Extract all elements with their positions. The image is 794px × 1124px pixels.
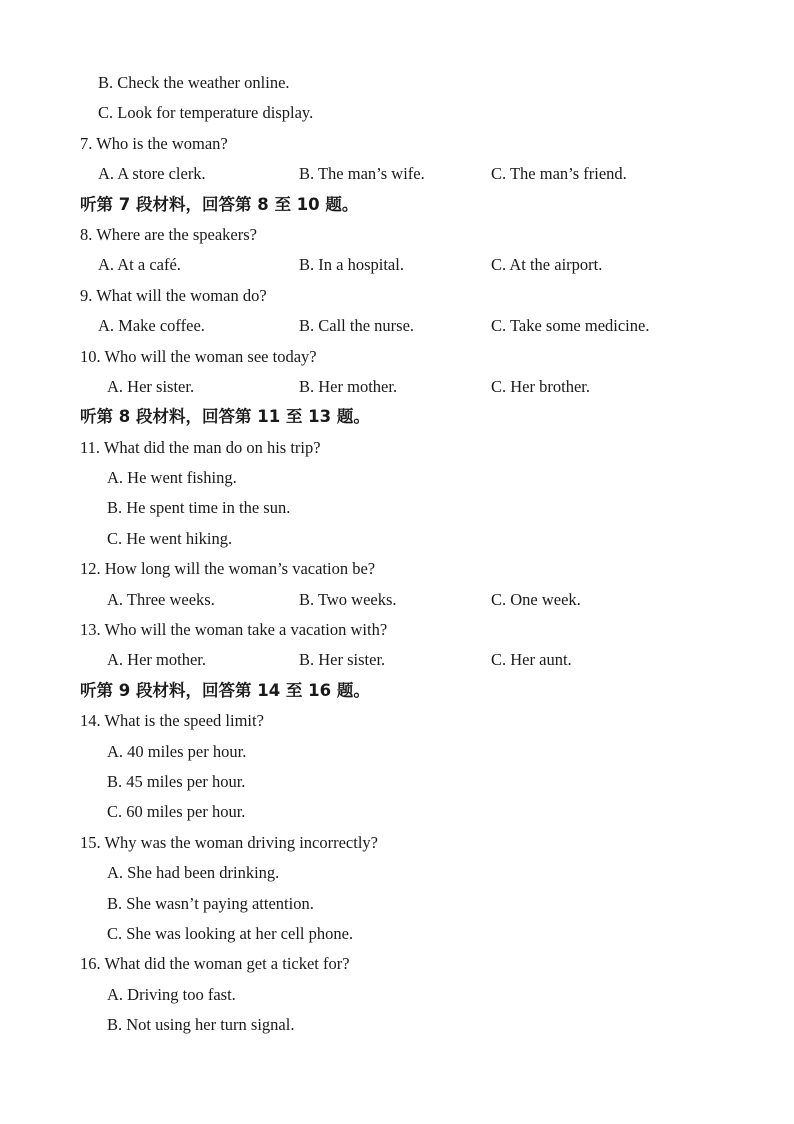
option-7a: A. A store clerk.	[98, 164, 206, 184]
options-7	[0, 159, 794, 189]
option-12c: C. One week.	[491, 589, 581, 609]
option-13a: A. Her mother.	[107, 650, 206, 670]
option-16a: A. Driving too fast.	[107, 984, 236, 1004]
option-12a: A. Three weeks.	[107, 589, 215, 609]
section-heading-7: 听第 7 段材料，回答第 8 至 10 题。	[80, 194, 359, 214]
question-7: 7. Who is the woman?	[80, 133, 228, 153]
option-12b: B. Two weeks.	[299, 589, 397, 609]
option-10a: A. Her sister.	[107, 376, 195, 396]
option-9a: A. Make coffee.	[98, 316, 205, 336]
option-9b: B. Call the nurse.	[299, 316, 415, 336]
option-8b: B. In a hospital.	[299, 255, 404, 275]
section-heading-9: 听第 9 段材料，回答第 14 至 16 题。	[80, 680, 370, 700]
options-12	[0, 585, 794, 615]
question-14: 14. What is the speed limit?	[80, 711, 264, 731]
question-9: 9. What will the woman do?	[80, 285, 267, 305]
option-14b: B. 45 miles per hour.	[107, 771, 246, 791]
question-8: 8. Where are the speakers?	[80, 224, 257, 244]
option-13c: C. Her aunt.	[491, 650, 572, 670]
option-8a: A. At a café.	[98, 255, 181, 275]
question-11: 11. What did the man do on his trip?	[80, 437, 321, 457]
option-15b: B. She wasn’t paying attention.	[107, 893, 314, 913]
question-16: 16. What did the woman get a ticket for?	[80, 954, 350, 974]
question-10: 10. Who will the woman see today?	[80, 346, 317, 366]
option-13b: B. Her sister.	[299, 650, 386, 670]
options-9	[0, 311, 794, 341]
option-15c: C. She was looking at her cell phone.	[107, 923, 354, 943]
option-6c: C. Look for temperature display.	[98, 103, 314, 123]
option-11b: B. He spent time in the sun.	[107, 498, 291, 518]
option-14a: A. 40 miles per hour.	[107, 741, 247, 761]
option-15a: A. She had been drinking.	[107, 863, 280, 883]
option-10c: C. Her brother.	[491, 376, 590, 396]
option-7b: B. The man’s wife.	[299, 164, 425, 184]
question-13: 13. Who will the woman take a vacation with?	[80, 620, 388, 640]
options-13	[0, 645, 794, 675]
option-7c: C. The man’s friend.	[491, 164, 627, 184]
option-8c: C. At the airport.	[491, 255, 603, 275]
question-15: 15. Why was the woman driving incorrectly?	[80, 832, 378, 852]
option-10b: B. Her mother.	[299, 376, 398, 396]
option-16b: B. Not using her turn signal.	[107, 1015, 295, 1035]
section-heading-8: 听第 8 段材料，回答第 11 至 13 题。	[80, 407, 370, 427]
question-12: 12. How long will the woman’s vacation be?	[80, 559, 376, 579]
option-11c: C. He went hiking.	[107, 528, 233, 548]
exam-page	[0, 68, 794, 1041]
option-14c: C. 60 miles per hour.	[107, 802, 246, 822]
option-9c: C. Take some medicine.	[491, 316, 650, 336]
option-11a: A. He went fishing.	[107, 468, 237, 488]
option-6b: B. Check the weather online.	[98, 73, 290, 92]
options-8	[0, 250, 794, 280]
options-10	[0, 372, 794, 402]
